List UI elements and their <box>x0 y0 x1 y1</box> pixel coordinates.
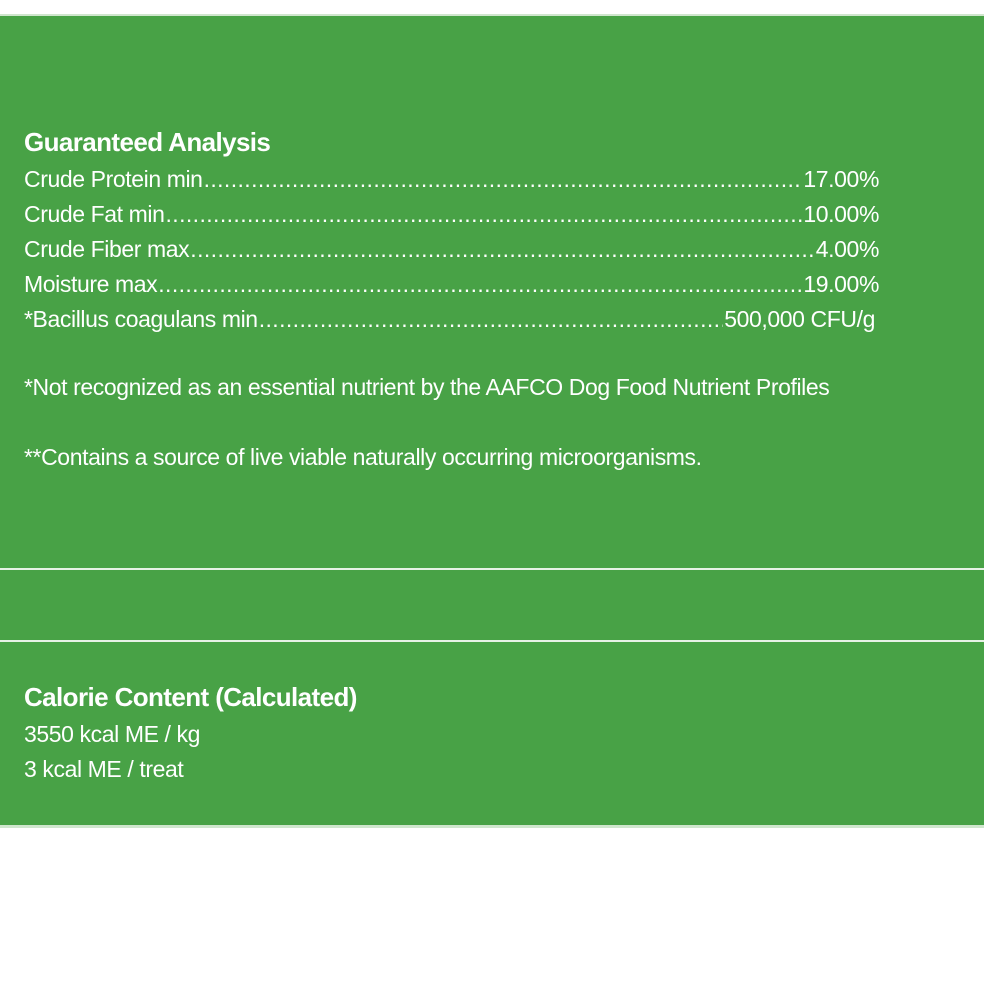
analysis-row-value: 19.00% <box>803 271 879 297</box>
analysis-row-label: *Bacillus coagulans min <box>24 306 258 332</box>
analysis-row-label: Crude Protein min <box>24 166 203 192</box>
analysis-row-value: 10.00% <box>803 201 879 227</box>
analysis-row-value: 17.00% <box>803 166 879 192</box>
analysis-row-crude-protein <box>24 164 879 194</box>
dot-leader <box>204 164 803 194</box>
analysis-row-label: Crude Fiber max <box>24 236 190 262</box>
analysis-row-value: 4.00% <box>815 236 879 262</box>
spacer-strip <box>0 570 984 640</box>
analysis-row-label: Crude Fat min <box>24 201 165 227</box>
dot-leader <box>259 304 724 334</box>
dot-leader <box>166 199 803 229</box>
aafco-footnote: *Not recognized as an essential nutrient by the AAFCO Dog Food Nutrient Profiles <box>24 374 830 400</box>
calorie-per-treat: 3 kcal ME / treat <box>24 756 184 782</box>
analysis-row-bacillus <box>24 304 875 334</box>
analysis-row-crude-fiber <box>24 234 879 264</box>
analysis-row-value: 500,000 CFU/g <box>724 306 875 332</box>
guaranteed-analysis-title: Guaranteed Analysis <box>24 127 271 157</box>
dot-leader <box>158 269 802 299</box>
microorganism-footnote: **Contains a source of live viable naturally occurring microorganisms. <box>24 444 702 470</box>
analysis-row-label: Moisture max <box>24 271 158 297</box>
analysis-row-moisture <box>24 269 879 299</box>
calorie-per-kg: 3550 kcal ME / kg <box>24 721 201 747</box>
calorie-content-title: Calorie Content (Calculated) <box>24 682 357 712</box>
analysis-row-crude-fat <box>24 199 879 229</box>
dot-leader <box>190 234 815 264</box>
